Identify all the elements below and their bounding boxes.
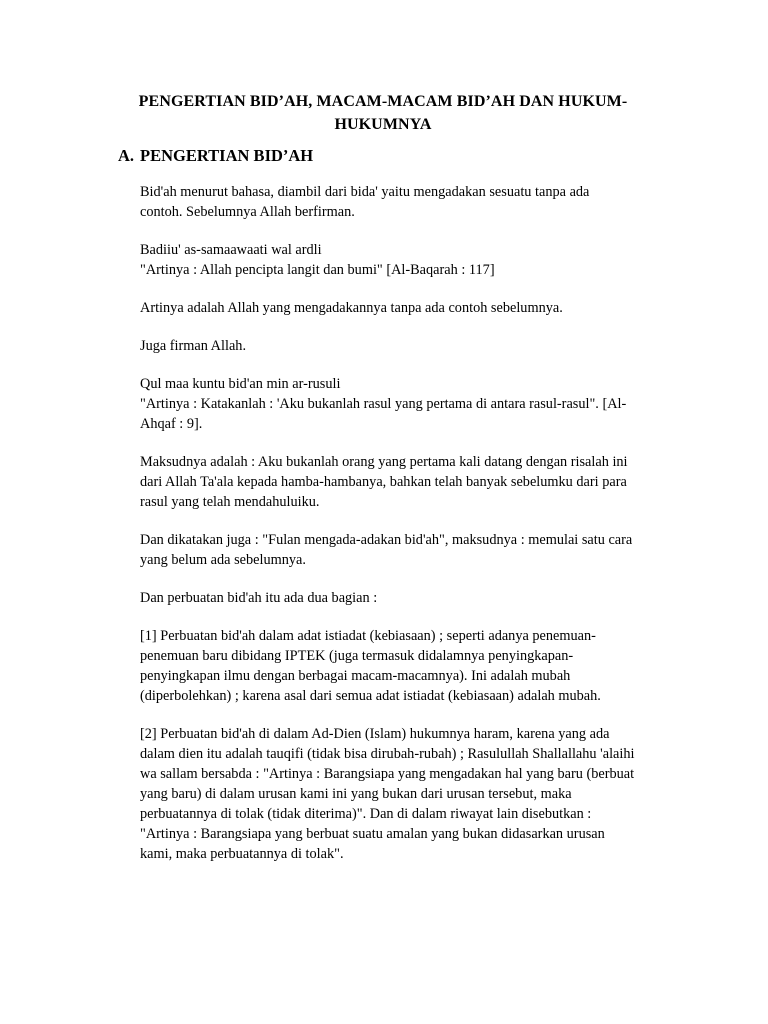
paragraph-line: penemuan baru dibidang IPTEK (juga termasuk didalamnya penyingkapan- [140,648,574,664]
body-paragraph [140,626,680,706]
body-paragraph [140,452,680,512]
document-title [100,90,666,136]
paragraph-line: [2] Perbuatan bid'ah di dalam Ad-Dien (Islam) hukumnya haram, karena yang ada [140,726,610,742]
paragraph-line: kami, maka perbuatannya di tolak". [140,846,344,862]
paragraph-line: Dan dikatakan juga : "Fulan mengada-adakan bid'ah", maksudnya : memulai satu cara [140,532,633,548]
paragraph-line: contoh. Sebelumnya Allah berfirman. [140,204,355,220]
body-paragraph [140,530,680,570]
document-body [140,182,680,882]
body-paragraph [140,724,680,864]
section-heading [118,145,313,167]
body-paragraph [140,298,680,318]
paragraph-line: perbuatannya di tolak (tidak diterima)". Dan di dalam riwayat lain disebutkan : [140,806,592,822]
paragraph-line: wa sallam bersabda : "Artinya : Barangsiapa yang mengadakan hal yang baru (berbuat [140,766,635,782]
paragraph-line: (diperbolehkan) ; karena asal dari semua adat istiadat (kebiasaan) adalah mubah. [140,688,601,704]
body-paragraph [140,588,680,608]
document-title-line: PENGERTIAN BID’AH, MACAM-MACAM BID’AH DAN HUKUM- [138,93,628,110]
paragraph-line: Artinya adalah Allah yang mengadakannya tanpa ada contoh sebelumnya. [140,300,563,316]
paragraph-line: [1] Perbuatan bid'ah dalam adat istiadat (kebiasaan) ; seperti adanya penemuan- [140,628,596,644]
document-title-line: HUKUMNYA [334,116,432,133]
section-number: A. [118,146,135,165]
paragraph-line: yang belum ada sebelumnya. [140,552,306,568]
section-title: PENGERTIAN BID’AH [140,146,314,165]
body-paragraph [140,240,680,280]
paragraph-line: dalam dien itu adalah tauqifi (tidak bisa dirubah-rubah) ; Rasulullah Shallallahu 'alaihi [140,746,635,762]
body-paragraph [140,374,680,434]
paragraph-line: Badiiu' as-samaawaati wal ardli [140,242,322,258]
paragraph-line: "Artinya : Katakanlah : 'Aku bukanlah rasul yang pertama di antara rasul-rasul". [Al- [140,396,627,412]
body-paragraph [140,182,680,222]
paragraph-line: Bid'ah menurut bahasa, diambil dari bida' yaitu mengadakan sesuatu tanpa ada [140,184,590,200]
paragraph-line: Ahqaf : 9]. [140,416,203,432]
paragraph-line: Dan perbuatan bid'ah itu ada dua bagian : [140,590,378,606]
paragraph-line: Qul maa kuntu bid'an min ar-rusuli [140,376,341,392]
paragraph-line: dari Allah Ta'ala kepada hamba-hambanya, bahkan telah banyak sebelumku dari para [140,474,627,490]
paragraph-line: "Artinya : Barangsiapa yang berbuat suatu amalan yang bukan didasarkan urusan [140,826,605,842]
paragraph-line: penyingkapan ilmu dengan berbagai macam-macamnya). Ini adalah mubah [140,668,571,684]
paragraph-line: Maksudnya adalah : Aku bukanlah orang yang pertama kali datang dengan risalah ini [140,454,628,470]
body-paragraph [140,336,680,356]
paragraph-line: yang baru) di dalam urusan kami ini yang bukan dari urusan tersebut, maka [140,786,572,802]
paragraph-line: "Artinya : Allah pencipta langit dan bumi" [Al-Baqarah : 117] [140,262,495,278]
paragraph-line: rasul yang telah mendahuluiku. [140,494,320,510]
paragraph-line: Juga firman Allah. [140,338,247,354]
